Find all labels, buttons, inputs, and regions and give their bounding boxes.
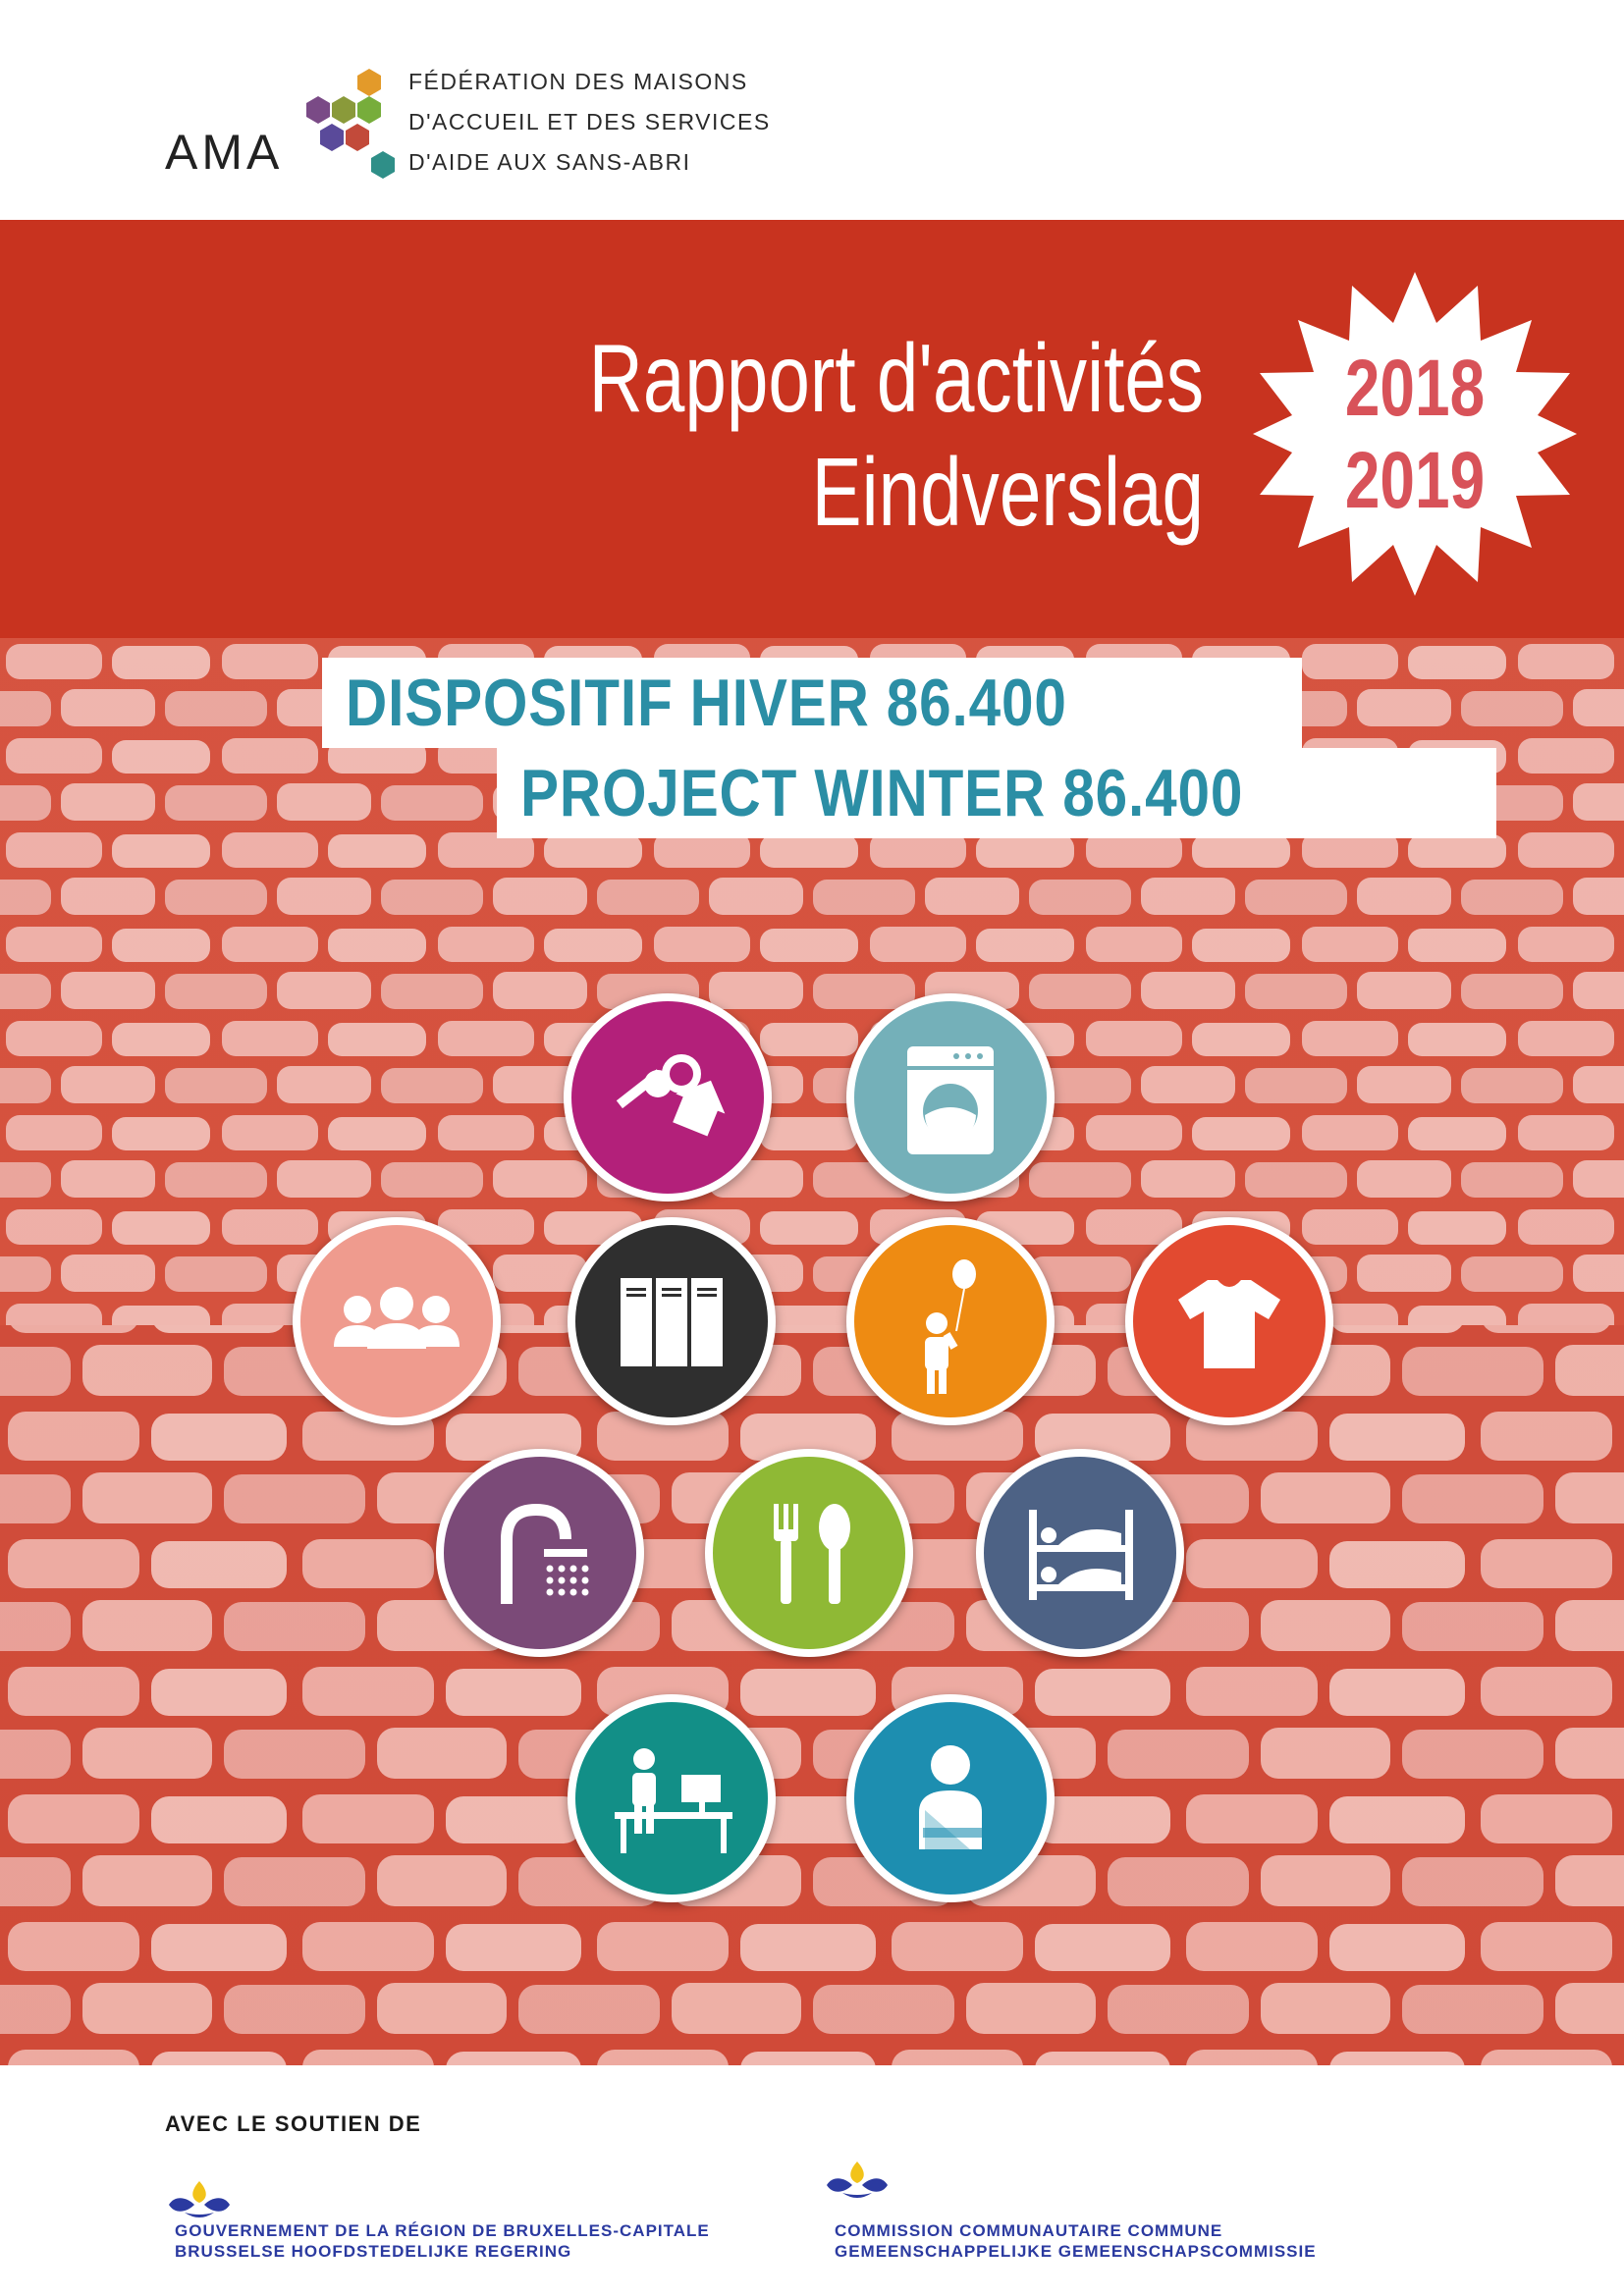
hexagon-cluster-icon [298,67,397,185]
federation-line-2: D'ACCUEIL ET DES SERVICES [408,109,771,134]
brussels-government-logo [165,2177,710,2261]
banner-nl-text: PROJECT WINTER 86.400 [520,756,1244,830]
cobblestone-photo [0,638,1624,2065]
shower-icon [436,1449,644,1657]
keys-house-icon [564,993,772,1201]
org1-line2: BRUSSELSE HOOFDSTEDELIJKE REGERING [175,2242,572,2261]
washing-machine-icon [846,993,1055,1201]
support-label: AVEC LE SOUTIEN DE [165,2111,422,2136]
report-title-nl: Eindverslag [811,438,1204,546]
tshirt-icon [1125,1217,1333,1425]
ama-logo [165,67,774,194]
banner-fr-text: DISPOSITIF HIVER 86.400 [346,666,1067,740]
year-2019: 2019 [1344,436,1486,525]
banner-dispositif-hiver [322,658,1302,748]
group-people-icon [293,1217,501,1425]
federation-line-3: D'AIDE AUX SANS-ABRI [408,149,691,175]
banner-project-winter [497,748,1496,838]
federation-line-1: FÉDÉRATION DES MAISONS [408,69,748,94]
injured-person-icon [846,1694,1055,1902]
fork-spoon-icon [705,1449,913,1657]
bunk-bed-icon [976,1449,1184,1657]
org1-line1: GOUVERNEMENT DE LA RÉGION DE BRUXELLES-CAPITALE [175,2221,710,2240]
logo-wordmark: AMA [165,125,284,180]
org2-line1: COMMISSION COMMUNAUTAIRE COMMUNE [835,2221,1223,2240]
cocom-logo [823,2158,1317,2261]
child-balloon-icon [846,1217,1055,1425]
year-2018: 2018 [1344,344,1486,433]
cobblestone-pattern [0,638,1624,2065]
office-desk-icon [568,1694,776,1902]
iris-flower-icon [165,2177,234,2220]
year-badge [1253,272,1577,596]
report-title-fr: Rapport d'activités [588,324,1204,432]
iris-flower-icon-2 [823,2158,892,2201]
lockers-icon [568,1217,776,1425]
org2-line2: GEMEENSCHAPPELIJKE GEMEENSCHAPSCOMMISSIE [835,2242,1317,2261]
title-band [0,220,1624,638]
